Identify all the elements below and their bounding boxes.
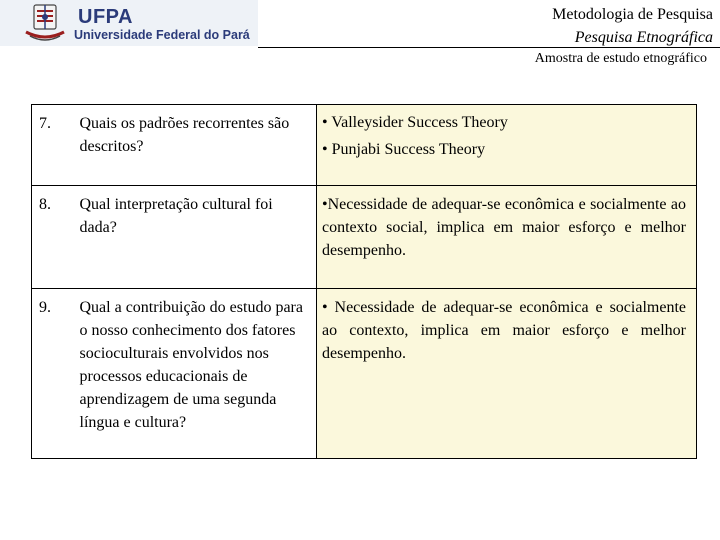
section-label: Amostra de estudo etnográfico [534,51,707,66]
logo-full-name: Universidade Federal do Pará [74,28,250,42]
answer-line: • Valleysider Success Theory [322,114,508,131]
header-divider [258,47,720,48]
row-question: Quais os padrões recorrentes são descritos? [74,105,317,186]
page-title: Metodologia de Pesquisa [552,6,713,23]
row-number: 8. [32,186,74,289]
row-answer [317,289,697,459]
answer-line: • Punjabi Success Theory [322,141,486,158]
answer-line: •Necessidade de adequar-se econômica e socialmente ao contexto social, implica em maior esforço e melhor desempenho. [322,196,686,259]
row-number: 7. [32,105,74,186]
row-answer [317,105,697,186]
table-row [32,289,697,459]
ethnographic-sample-table [31,104,697,459]
logo-short-name: UFPA [78,6,133,28]
answer-line: • Necessidade de adequar-se econômica e socialmente ao contexto, implica em maior esforço e melhor desempenho. [322,299,686,362]
table-row [32,105,697,186]
row-number: 9. [32,289,74,459]
page-subtitle: Pesquisa Etnográfica [574,29,713,46]
row-answer [317,186,697,289]
table-row [32,186,697,289]
ufpa-logo [0,0,258,46]
ufpa-emblem-icon [22,2,68,44]
row-question: Qual a contribuição do estudo para o nosso conhecimento dos fatores socioculturais envolvidos nos processos educacionais de aprendizagem de uma segunda língua e cultura? [74,289,317,459]
row-question: Qual interpretação cultural foi dada? [74,186,317,289]
